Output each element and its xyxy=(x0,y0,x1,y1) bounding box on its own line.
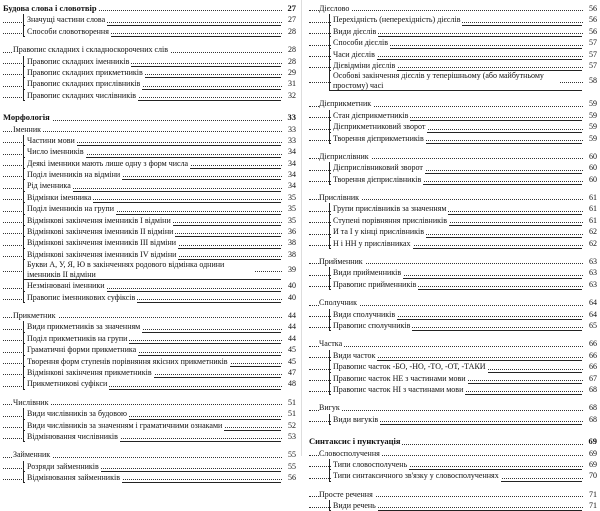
toc-section-heading[interactable] xyxy=(3,112,296,123)
toc-entry-title: Творення форм ступенів порівняння якісних прикметників xyxy=(27,356,228,366)
toc-subentry[interactable] xyxy=(309,459,597,470)
dot-leader xyxy=(3,131,282,132)
toc-entry-title: Правопис іменникових суфіксів xyxy=(27,292,136,302)
toc-subentry[interactable] xyxy=(3,408,296,419)
toc-page-number: 60 xyxy=(583,174,597,185)
toc-page-number: 35 xyxy=(282,192,296,203)
toc-page-number: 55 xyxy=(282,449,296,460)
toc-subentry[interactable] xyxy=(3,344,296,355)
toc-entry-title: Відмінювання числівників xyxy=(27,431,118,441)
toc-spacer xyxy=(309,91,597,98)
toc-entry-title: Правопис прийменників xyxy=(333,279,417,289)
toc-section-heading[interactable] xyxy=(309,436,597,447)
toc-subentry[interactable] xyxy=(3,146,296,157)
toc-entry[interactable] xyxy=(309,297,597,308)
toc-entry-title: Творення дієприкметників xyxy=(333,133,424,143)
toc-entry-title: Дієприкметник xyxy=(319,99,372,109)
toc-page-number: 61 xyxy=(583,192,597,203)
toc-page-number: 69 xyxy=(583,459,597,470)
toc-subentry[interactable] xyxy=(3,260,296,280)
toc-page-number: 59 xyxy=(583,133,597,144)
toc-entry-title: Правопис часток НЕ з частинами мови xyxy=(333,373,466,383)
toc-subentry[interactable] xyxy=(3,135,296,146)
toc-left-column xyxy=(3,3,296,483)
toc-subentry[interactable] xyxy=(309,384,597,395)
toc-subentry[interactable] xyxy=(3,14,296,25)
toc-entry-title: Поділ прикметників на групи xyxy=(27,333,128,343)
toc-spacer xyxy=(309,144,597,151)
toc-page-number: 64 xyxy=(583,309,597,320)
toc-entry-title: Види прикметників за значенням xyxy=(27,322,141,332)
toc-page-number: 56 xyxy=(583,14,597,25)
toc-entry-title: Будова слова і словотвір xyxy=(3,3,97,13)
toc-entry-title: Деякі іменники мають лише одну з форм числа xyxy=(27,158,189,168)
toc-entry-title: Правопис складних іменників xyxy=(27,56,130,66)
toc-entry-title: Частини мови xyxy=(27,135,75,145)
toc-entry-title: Відмінкові закінчення іменників ІІІ відміни xyxy=(27,238,177,248)
toc-subentry[interactable] xyxy=(309,37,597,48)
toc-subentry[interactable] xyxy=(309,49,597,60)
toc-subentry[interactable] xyxy=(3,203,296,214)
toc-spacer xyxy=(309,482,597,489)
toc-entry-title: Типи словосполучень xyxy=(333,459,408,469)
toc-spacer xyxy=(3,442,296,449)
toc-page-number: 38 xyxy=(282,237,296,248)
toc-entry-title: Дієприслівник xyxy=(319,151,369,161)
toc-page-number: 71 xyxy=(583,489,597,500)
toc-entry[interactable] xyxy=(309,489,597,500)
toc-entry-title: Прикметникові суфікси xyxy=(27,379,108,389)
toc-page-number: 71 xyxy=(583,500,597,511)
toc-subentry[interactable] xyxy=(3,192,296,203)
toc-subentry[interactable] xyxy=(3,226,296,237)
toc-subentry[interactable] xyxy=(3,67,296,78)
toc-entry-title: Види числівників за будовою xyxy=(27,409,128,419)
toc-entry-title: Відмінкові закінчення прикметників xyxy=(27,367,152,377)
toc-page-number: 40 xyxy=(282,292,296,303)
toc-entry-title: Дієприкметниковий зворот xyxy=(333,122,426,132)
toc-spacer xyxy=(3,101,296,112)
toc-subentry[interactable] xyxy=(309,60,597,71)
toc-page-number: 57 xyxy=(583,37,597,48)
toc-entry-title: Відмінки іменника xyxy=(27,192,92,202)
toc-page-number: 61 xyxy=(583,215,597,226)
toc-entry-title: Види речень xyxy=(333,501,376,511)
toc-page-number: 61 xyxy=(583,203,597,214)
toc-page-number: 55 xyxy=(282,461,296,472)
toc-entry[interactable] xyxy=(309,402,597,413)
toc-entry-title: Дієприслівниковий зворот xyxy=(333,163,423,173)
toc-entry-title: Незмінювані іменники xyxy=(27,281,105,291)
toc-subentry[interactable] xyxy=(309,350,597,361)
toc-spacer xyxy=(309,425,597,436)
toc-page-number: 53 xyxy=(282,431,296,442)
toc-page-number: 63 xyxy=(583,267,597,278)
toc-subentry[interactable] xyxy=(309,361,597,372)
column-divider xyxy=(301,0,302,456)
toc-entry-title: Творення дієприслівників xyxy=(333,174,422,184)
toc-page-number: 32 xyxy=(282,90,296,101)
toc-page-number: 33 xyxy=(282,112,296,123)
toc-section-heading[interactable] xyxy=(3,3,296,14)
toc-entry[interactable] xyxy=(309,192,597,203)
toc-page-number: 66 xyxy=(583,361,597,372)
toc-entry-title: Рід іменника xyxy=(27,181,71,191)
toc-entry[interactable] xyxy=(3,44,296,55)
toc-page-number: 35 xyxy=(282,215,296,226)
toc-page-number: 33 xyxy=(282,135,296,146)
toc-subentry[interactable] xyxy=(309,162,597,173)
toc-entry-title: Види часток xyxy=(333,350,376,360)
toc-subentry[interactable] xyxy=(3,420,296,431)
toc-page-number: 70 xyxy=(583,470,597,481)
toc-entry-title: Види прийменників xyxy=(333,268,402,278)
toc-entry-title: Способи словотворення xyxy=(27,26,109,36)
toc-entry-title: Особові закінчення дієслів у теперішньому (або майбутньому простому) часі xyxy=(331,71,560,90)
toc-page-number: 44 xyxy=(282,310,296,321)
toc-entry-title: Правопис складних числівників xyxy=(27,90,137,100)
dot-leader xyxy=(309,346,583,347)
toc-entry-title: Види числівників за значенням і граматичними ознаками xyxy=(27,420,223,430)
toc-entry-title: Види вигуків xyxy=(333,414,379,424)
toc-subentry[interactable] xyxy=(3,237,296,248)
toc-subentry[interactable] xyxy=(3,215,296,226)
toc-subentry[interactable] xyxy=(309,14,597,25)
toc-page-number: 62 xyxy=(583,226,597,237)
toc-entry-title: Способи дієслів xyxy=(333,38,388,48)
toc-subentry[interactable] xyxy=(3,78,296,89)
toc-page-number: 68 xyxy=(583,414,597,425)
toc-entry-title: Просте речення xyxy=(319,489,373,499)
toc-page-number: 34 xyxy=(282,146,296,157)
toc-page-number: 59 xyxy=(583,110,597,121)
toc-subentry[interactable] xyxy=(309,133,597,144)
toc-entry-title: Займенник xyxy=(13,450,51,460)
toc-entry-title: Групи прислівників за значенням xyxy=(333,204,447,214)
toc-entry-title: Н і НН у прислівниках xyxy=(333,238,411,248)
toc-entry-title: И та І у кінці прислівників xyxy=(333,227,425,237)
toc-subentry[interactable] xyxy=(3,461,296,472)
toc-page-number: 59 xyxy=(583,121,597,132)
toc-page-number: 34 xyxy=(282,180,296,191)
toc-entry-title: Правопис складних прислівників xyxy=(27,79,141,89)
toc-spacer xyxy=(309,290,597,297)
toc-page-number: 27 xyxy=(282,3,296,14)
toc-entry-title: Прикметник xyxy=(13,310,56,320)
toc-page-number: 51 xyxy=(282,408,296,419)
toc-subentry[interactable] xyxy=(309,320,597,331)
toc-subentry[interactable] xyxy=(309,373,597,384)
toc-entry-title: Відмінкові закінчення іменників І відміни xyxy=(27,215,171,225)
toc-subentry[interactable] xyxy=(309,26,597,37)
toc-page-number: 56 xyxy=(282,472,296,483)
toc-page-number: 63 xyxy=(583,256,597,267)
toc-page-number: 60 xyxy=(583,151,597,162)
toc-subentry[interactable] xyxy=(309,203,597,214)
toc-page-number: 67 xyxy=(583,373,597,384)
toc-entry-title: Правопис часток -БО, -НО, -ТО, -ОТ, -ТАКИ xyxy=(333,362,486,372)
toc-page-number: 36 xyxy=(282,226,296,237)
toc-entry-title: Прислівник xyxy=(319,193,360,203)
toc-entry[interactable] xyxy=(309,256,597,267)
toc-subentry[interactable] xyxy=(3,367,296,378)
toc-entry[interactable] xyxy=(3,310,296,321)
toc-page-number: 29 xyxy=(282,67,296,78)
toc-page-number: 38 xyxy=(282,249,296,260)
toc-entry[interactable] xyxy=(309,3,597,14)
toc-entry-title: Сполучник xyxy=(319,298,357,308)
toc-spacer xyxy=(3,390,296,397)
toc-entry-title: Числівник xyxy=(13,397,49,407)
toc-subentry[interactable] xyxy=(309,110,597,121)
toc-page-number: 65 xyxy=(583,320,597,331)
toc-entry-title: Правопис складних і складноскорочених слів xyxy=(13,45,169,55)
toc-page-number: 51 xyxy=(282,397,296,408)
toc-subentry[interactable] xyxy=(309,500,597,511)
toc-subentry[interactable] xyxy=(309,71,597,91)
toc-page-number: 31 xyxy=(282,78,296,89)
toc-subentry[interactable] xyxy=(3,378,296,389)
toc-subentry[interactable] xyxy=(3,333,296,344)
toc-entry-title: Правопис часток НІ з частинами мови xyxy=(333,384,464,394)
toc-entry-title: Правопис складних прикметників xyxy=(27,67,143,77)
toc-page-number: 45 xyxy=(282,344,296,355)
toc-page-number: 63 xyxy=(583,279,597,290)
toc-entry-title: Букви А, У, Я, Ю в закінченнях родового відмінка однини іменників ІІ відміни xyxy=(25,260,254,279)
toc-page-number: 34 xyxy=(282,158,296,169)
toc-subentry[interactable] xyxy=(3,169,296,180)
toc-subentry[interactable] xyxy=(3,280,296,291)
toc-spacer xyxy=(309,185,597,192)
toc-subentry[interactable] xyxy=(309,121,597,132)
toc-page-number: 28 xyxy=(282,44,296,55)
toc-subentry[interactable] xyxy=(3,56,296,67)
toc-subentry[interactable] xyxy=(3,321,296,332)
toc-subentry[interactable] xyxy=(3,158,296,169)
toc-entry[interactable] xyxy=(309,338,597,349)
toc-subentry[interactable] xyxy=(3,249,296,260)
toc-entry[interactable] xyxy=(3,124,296,135)
toc-entry-title: Дієслово xyxy=(319,4,350,13)
toc-page-number: 47 xyxy=(282,367,296,378)
toc-page-number: 68 xyxy=(583,402,597,413)
toc-page-number: 68 xyxy=(583,384,597,395)
toc-subentry[interactable] xyxy=(309,267,597,278)
toc-subentry[interactable] xyxy=(3,180,296,191)
toc-entry-title: Іменник xyxy=(13,124,42,134)
toc-entry-title: Поділ іменників на групи xyxy=(27,204,114,214)
toc-page-number: 64 xyxy=(583,297,597,308)
toc-entry-title: Відмінювання займенників xyxy=(27,473,120,483)
toc-page-number: 39 xyxy=(282,265,296,275)
toc-entry-title: Часи дієслів xyxy=(333,49,375,59)
toc-page-number: 52 xyxy=(282,420,296,431)
toc-entry-title: Відмінкові закінчення іменників IV відміни xyxy=(27,249,177,259)
toc-entry-title: Прийменник xyxy=(319,257,363,267)
toc-entry-title: Значущі частини слова xyxy=(27,15,106,25)
toc-entry-title: Число іменників xyxy=(27,147,84,157)
toc-subentry[interactable] xyxy=(3,431,296,442)
toc-entry-title: Відмінкові закінчення іменників ІІ відміни xyxy=(27,227,174,237)
toc-page-number: 33 xyxy=(282,124,296,135)
toc-subentry[interactable] xyxy=(309,226,597,237)
toc-page-number: 66 xyxy=(583,350,597,361)
toc-spacer xyxy=(3,37,296,44)
dot-leader xyxy=(309,410,583,411)
toc-spacer xyxy=(309,331,597,338)
toc-entry-title: Розряди займенників xyxy=(27,461,99,471)
toc-entry-title: Частка xyxy=(319,339,343,349)
toc-entry-title: Типи синтаксичного зв'язку у словосполученнях xyxy=(333,471,499,481)
toc-page-number: 69 xyxy=(583,448,597,459)
toc-page-number: 44 xyxy=(282,321,296,332)
toc-subentry[interactable] xyxy=(309,309,597,320)
toc-entry-title: Морфологія xyxy=(3,112,50,123)
toc-page-number: 48 xyxy=(282,378,296,389)
toc-page-number: 62 xyxy=(583,238,597,249)
toc-page-number: 66 xyxy=(583,338,597,349)
toc-entry[interactable] xyxy=(3,449,296,460)
toc-entry[interactable] xyxy=(309,98,597,109)
toc-subentry[interactable] xyxy=(3,292,296,303)
toc-entry-title: Стан дієприкметників xyxy=(333,110,409,120)
toc-page-number: 28 xyxy=(282,26,296,37)
toc-page-number: 69 xyxy=(583,436,597,447)
toc-subentry[interactable] xyxy=(309,238,597,249)
toc-page-number: 59 xyxy=(583,98,597,109)
toc-right-column xyxy=(309,3,597,511)
toc-page-number: 34 xyxy=(282,169,296,180)
toc-page-number: 56 xyxy=(583,3,597,14)
toc-subentry[interactable] xyxy=(309,414,597,425)
toc-spacer xyxy=(309,395,597,402)
toc-subentry[interactable] xyxy=(3,90,296,101)
toc-entry-title: Дієвідміни дієслів xyxy=(333,60,396,70)
toc-subentry[interactable] xyxy=(309,470,597,481)
toc-entry-title: Правопис сполучників xyxy=(333,320,411,330)
toc-entry-title: Словосполучення xyxy=(319,448,380,458)
toc-subentry[interactable] xyxy=(309,215,597,226)
toc-page-number: 58 xyxy=(583,76,597,86)
toc-entry-title: Поділ іменників на відміни xyxy=(27,170,121,180)
toc-entry[interactable] xyxy=(309,448,597,459)
toc-page-number: 60 xyxy=(583,162,597,173)
toc-page-number: 27 xyxy=(282,14,296,25)
toc-entry[interactable] xyxy=(309,151,597,162)
toc-page-number: 28 xyxy=(282,56,296,67)
toc-entry-title: Види сполучників xyxy=(333,309,396,319)
toc-spacer xyxy=(309,249,597,256)
toc-page-number: 57 xyxy=(583,49,597,60)
toc-page-number: 44 xyxy=(282,333,296,344)
toc-entry-title: Ступені порівняння прислівників xyxy=(333,215,447,225)
toc-page-number: 56 xyxy=(583,26,597,37)
toc-entry-title: Перехідність (неперехідність) дієслів xyxy=(333,15,461,25)
toc-subentry[interactable] xyxy=(3,356,296,367)
toc-page-number: 40 xyxy=(282,280,296,291)
toc-subentry[interactable] xyxy=(3,26,296,37)
toc-spacer xyxy=(3,303,296,310)
toc-page-number: 45 xyxy=(282,356,296,367)
toc-entry-title: Граматичні форми прикметника xyxy=(27,345,137,355)
toc-subentry[interactable] xyxy=(309,279,597,290)
toc-subentry[interactable] xyxy=(3,472,296,483)
toc-subentry[interactable] xyxy=(309,174,597,185)
toc-page-number: 57 xyxy=(583,60,597,71)
toc-entry-title: Вигук xyxy=(319,403,340,413)
toc-page-number: 35 xyxy=(282,203,296,214)
toc-entry-title: Синтаксис і пунктуація xyxy=(309,436,401,447)
toc-entry-title: Види дієслів xyxy=(333,26,377,36)
toc-entry[interactable] xyxy=(3,397,296,408)
